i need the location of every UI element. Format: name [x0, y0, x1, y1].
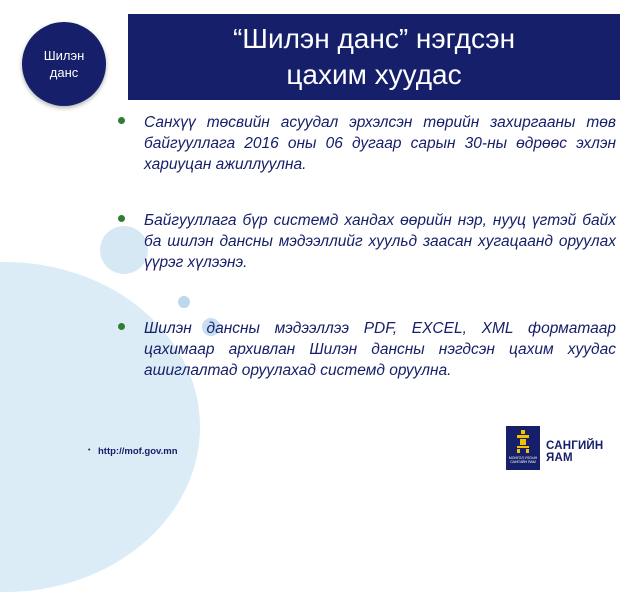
decorative-circle-medium [100, 226, 148, 274]
bullet-dot-icon [118, 215, 125, 222]
emblem-caption: МОНГОЛ УЛСЫН САНГИЙН ЯАМ [508, 456, 538, 464]
decorative-circle-large [0, 262, 200, 592]
bullet-text: Шилэн дансны мэдээллээ PDF, EXCEL, XML форматаар цахимаар архивлан Шилэн дансны нэгдсэн цахим хуудас ашиглалтад оруулахад системд оруулна. [144, 320, 616, 379]
bullet-text: Санхүү төсвийн асуудал эрхэлсэн төрийн захиргааны төв байгууллага 2016 оны 06 дугаар сарын 30-ны өдрөөс эхлэн хариуцан ажиллуулна. [144, 114, 616, 173]
logo-text: Шилэн данс [43, 48, 85, 80]
ministry-logo [506, 426, 632, 470]
bullet-dot-icon [118, 323, 125, 330]
website-link[interactable]: http://mof.gov.mn [98, 446, 178, 457]
shilen-dans-logo [22, 22, 106, 106]
bullet-dot-icon [118, 117, 125, 124]
decorative-circle-small [178, 296, 190, 308]
title-bar [128, 14, 620, 100]
page-title: “Шилэн данс” нэгдсэн цахим хуудас [232, 23, 516, 90]
bullet-text: Байгууллага бүр системд хандах өөрийн нэр, нууц үгтэй байх ба шилэн дансны мэдээллийг хуульд заасан хугацаанд оруулах үүрэг хүлээнэ. [144, 212, 616, 271]
ministry-name: САНГИЙН ЯАМ [546, 440, 604, 464]
url-marker: • [88, 447, 91, 454]
